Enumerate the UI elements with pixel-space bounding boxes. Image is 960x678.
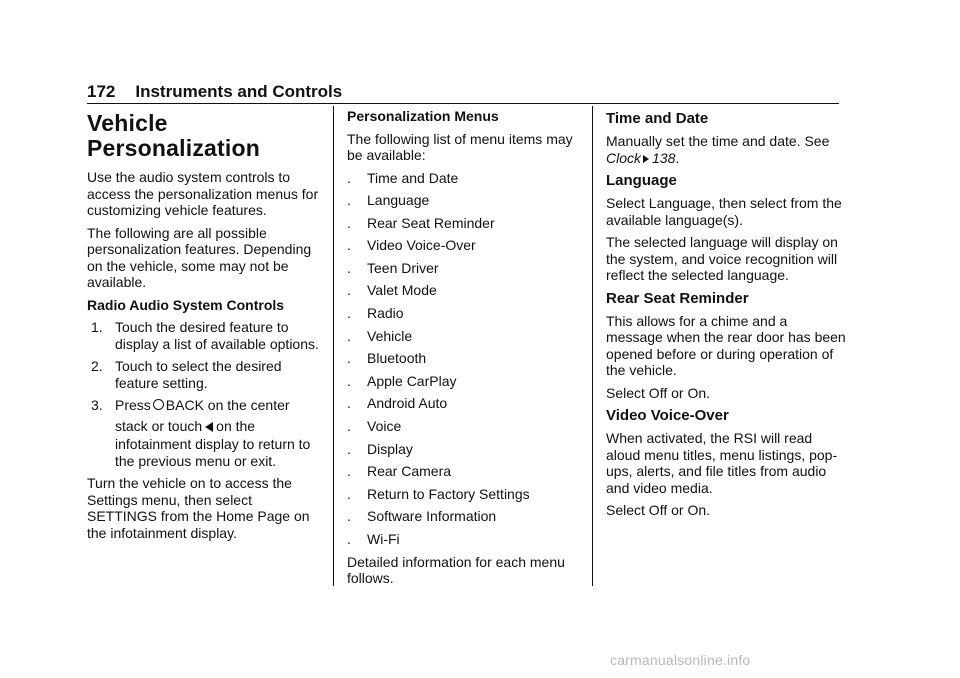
menu-list-item [347, 260, 581, 277]
time-date-heading: Time and Date [606, 110, 709, 127]
section-title: Instruments and Controls [135, 82, 343, 101]
step-text: Touch to select the desired feature setting. [115, 358, 282, 391]
menus-intro: The following list of menu items may be available: [347, 130, 573, 163]
back-arrow-icon [205, 422, 213, 432]
page-header [87, 82, 839, 104]
menu-items-list [347, 170, 581, 548]
bullet: . [347, 485, 351, 502]
menu-item-text: Language [367, 192, 430, 209]
bullet: . [347, 418, 351, 435]
bullet: . [347, 508, 351, 525]
step-number: 3. [91, 397, 103, 413]
main-title [87, 111, 319, 161]
menu-list-item [347, 328, 581, 345]
menu-item-text: Valet Mode [367, 282, 437, 299]
menu-list-item [347, 531, 581, 548]
rear-seat-paragraph-1: This allows for a chime and a message when the rear door has been opened before or during operation of the vehicle. [606, 312, 846, 378]
step-text-rest: infotainment display to return to the previous menu or exit. [115, 436, 311, 469]
bullet: . [347, 531, 351, 547]
features-paragraph: The following are all possible personalization features. Depending on the vehicle, some may not be available. [87, 224, 312, 290]
menu-list-item [347, 170, 581, 187]
step-text-back: BACK on the center [165, 397, 290, 413]
step-number: 2. [91, 358, 103, 374]
step-item [87, 397, 319, 469]
clock-reference: Clock [606, 149, 642, 166]
column-divider-2 [592, 106, 593, 586]
menu-item-text: Teen Driver [367, 259, 439, 276]
bullet: . [347, 214, 351, 231]
menu-list-item [347, 373, 581, 390]
video-voice-over-paragraph-2: Select Off or On. [606, 502, 711, 518]
menu-item-text: Video Voice-Over [367, 237, 476, 254]
menu-item-text: Return to Factory Settings [367, 485, 530, 502]
menu-item-text: Wi-Fi [367, 531, 400, 547]
bullet: . [347, 259, 351, 276]
bullet: . [347, 395, 351, 412]
language-paragraph-1: Select Language, then select from the available language(s). [606, 195, 842, 228]
menu-list-item [347, 486, 581, 503]
bullet: . [347, 192, 351, 209]
step-text-stack: stack or touch [115, 417, 203, 434]
step-text-on-the: on the [216, 417, 256, 434]
menu-item-text: Software Information [367, 508, 497, 525]
menu-list-item [347, 441, 581, 458]
step-text: Touch the desired feature to display a list of available options. [115, 319, 319, 352]
reference-period: . [675, 149, 680, 166]
rear-seat-paragraph-2: Select Off or On. [606, 384, 711, 401]
bullet: . [347, 305, 351, 322]
watermark: carmanualsonline.info [610, 652, 751, 668]
menu-list-item [347, 418, 581, 435]
menu-item-text: Android Auto [367, 395, 448, 412]
menu-item-text: Vehicle [367, 327, 413, 344]
bullet: . [347, 327, 351, 344]
menu-item-text: Bluetooth [367, 350, 427, 367]
intro-paragraph: Use the audio system controls to access the personalization menus for customizing vehicle features. [87, 169, 319, 218]
bullet: . [347, 372, 351, 389]
menu-list-item [347, 305, 581, 322]
back-circle-icon [153, 399, 164, 410]
column-divider-1 [333, 106, 334, 586]
page-number: 172 [87, 82, 116, 101]
bullet: . [347, 237, 351, 254]
menu-list-item [347, 215, 581, 232]
time-date-text: Manually set the time and date. See [606, 133, 830, 149]
menu-list-item [347, 282, 581, 299]
menu-list-item [347, 463, 581, 480]
radio-controls-subhead: Radio Audio System Controls [87, 296, 285, 313]
main-title-line-2: Personalization [87, 135, 260, 161]
menu-list-item [347, 192, 581, 209]
main-title-line-1: Vehicle [87, 110, 168, 136]
step-number: 1. [91, 319, 103, 335]
menu-list-item [347, 395, 581, 412]
steps-list [87, 319, 319, 469]
menu-list-item [347, 508, 581, 525]
video-voice-over-paragraph-1: When activated, the RSI will read aloud menu titles, menu listings, pop-ups, alerts, and file titles from audio and video media. [606, 430, 838, 496]
clock-reference-page: 138 [652, 149, 676, 166]
page-reference-arrow-icon [643, 155, 649, 163]
settings-paragraph: Turn the vehicle on to access the Settings menu, then select SETTINGS from the Home Page on the infotainment display. [87, 475, 310, 541]
step-text-press: Press [115, 397, 151, 413]
column-3 [606, 108, 846, 525]
column-1 [87, 108, 319, 547]
step-item [87, 358, 319, 391]
menus-subhead: Personalization Menus [347, 108, 499, 124]
bullet: . [347, 350, 351, 367]
menu-item-text: Radio [367, 305, 404, 322]
language-heading: Language [606, 172, 677, 189]
menu-item-text: Rear Seat Reminder [367, 214, 495, 231]
menu-item-text: Rear Camera [367, 463, 452, 480]
video-voice-over-heading: Video Voice-Over [606, 407, 729, 424]
menu-item-text: Time and Date [367, 169, 459, 186]
rear-seat-heading: Rear Seat Reminder [606, 289, 749, 307]
bullet: . [347, 440, 351, 457]
bullet: . [347, 169, 351, 186]
menu-item-text: Voice [367, 418, 402, 435]
bullet: . [347, 463, 351, 480]
menu-list-item [347, 350, 581, 367]
step-item [87, 319, 319, 352]
bullet: . [347, 282, 351, 299]
menu-list-item [347, 237, 581, 254]
language-paragraph-2: The selected language will display on the system, and voice recognition will reflect the selected language. [606, 234, 838, 283]
menus-outro: Detailed information for each menu follows. [347, 553, 565, 587]
column-2 [347, 108, 581, 593]
menu-item-text: Apple CarPlay [367, 372, 457, 389]
menu-item-text: Display [367, 440, 413, 457]
time-date-paragraph [606, 133, 846, 166]
